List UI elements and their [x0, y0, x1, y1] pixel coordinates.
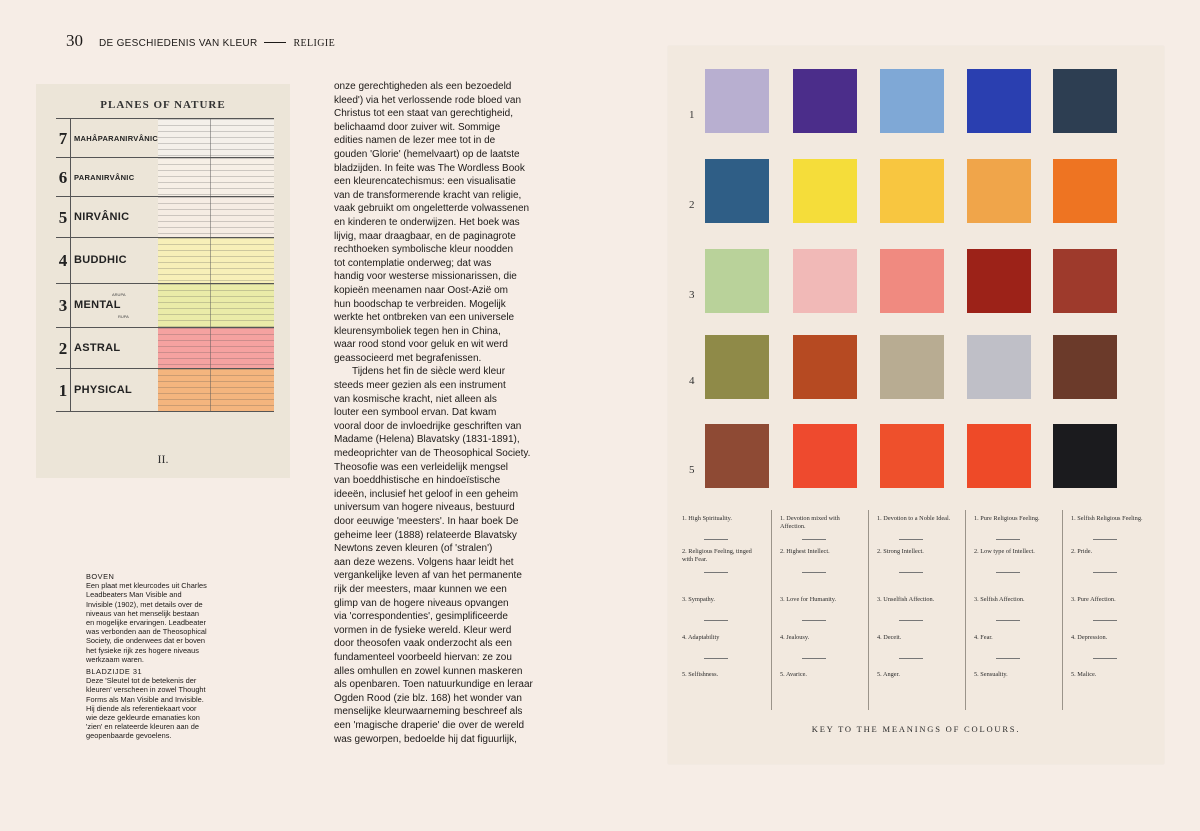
meaning-separator [802, 572, 826, 573]
plane-name: MAHÂPARANIRVÂNIC [74, 133, 159, 143]
body-line: belichaamd door zuiver wit. Sommige [334, 121, 501, 133]
meaning-separator [996, 572, 1020, 573]
caption-boven [86, 581, 256, 664]
meanings-column [674, 510, 771, 710]
caption-bladzijde-line: Deze 'Sleutel tot de betekenis der [86, 676, 197, 686]
captions [86, 572, 256, 741]
plane-name: PHYSICAL [74, 383, 133, 396]
meaning-separator [996, 620, 1020, 621]
body-line: aan deze wezens. Volgens haar leidt het [334, 556, 514, 568]
row-number: 5 [689, 464, 695, 476]
body-line: ideeën, inclusief het geloof in een geheim [334, 488, 519, 500]
body-text [334, 80, 568, 746]
planes-of-nature-plate [36, 84, 290, 478]
meaning-separator [899, 620, 923, 621]
colour-swatch [1053, 69, 1117, 133]
meaning-text: 5. Avarice. [780, 671, 807, 678]
body-line: rechthoeken symbolische kleur noodden [334, 244, 513, 256]
colour-swatch [1053, 424, 1117, 488]
plane-row [56, 196, 274, 238]
meaning-text: 1. Devotion mixed with Affection. [780, 515, 840, 530]
meaning-text: 1. High Spirituality. [682, 515, 732, 522]
colour-swatch [705, 249, 769, 313]
colour-swatch [880, 424, 944, 488]
colour-swatch [880, 335, 944, 399]
colour-swatch [705, 335, 769, 399]
meaning-text: 1. Selfish Religious Feeling. [1071, 515, 1143, 522]
running-header [66, 31, 335, 51]
plane-color-lines [158, 197, 274, 238]
row-number: 2 [689, 199, 695, 211]
body-line: steeds meer gezien als een instrument [334, 380, 506, 392]
body-line: gouden 'Glorie' (hemelvaart) op de laatste [334, 148, 520, 160]
body-line: vooral door de invloedrijke geschriften van [334, 420, 522, 432]
body-line: Theosofie was een verleidelijk mengsel [334, 461, 508, 473]
running-subtitle: RELIGIE [293, 38, 336, 49]
body-line: lijvig, maar draagbaar, en de paginagrote [334, 230, 516, 242]
caption-bladzijde-line: kleuren' verscheen in zowel Thought [86, 685, 206, 695]
colour-swatch [1053, 335, 1117, 399]
caption-label-boven: BOVEN [86, 572, 115, 581]
meaning-text: 5. Selfishness. [682, 671, 719, 678]
sub-label-arupa: ARUPA [112, 292, 126, 297]
plane-number: 1 [56, 369, 71, 412]
meaning-text: 4. Deceit. [877, 634, 902, 641]
row-number: 1 [689, 109, 695, 121]
meaning-separator [802, 620, 826, 621]
meaning-separator [899, 539, 923, 540]
plane-divider [210, 158, 211, 197]
plane-color-lines [158, 238, 274, 284]
meaning-separator [802, 539, 826, 540]
plane-number: 5 [56, 197, 71, 238]
meaning-separator [1093, 658, 1117, 659]
meanings-column [1062, 510, 1160, 710]
key-plate [668, 46, 1164, 764]
plane-divider [210, 328, 211, 369]
caption-bladzijde-line: Hij diende als referentiekaart voor [86, 703, 197, 713]
body-line: vormen in de fysieke wereld. Kleur werd [334, 624, 512, 636]
body-line: rijk der meesters, maar kunnen we een [334, 583, 507, 595]
meaning-separator [1093, 620, 1117, 621]
meaning-separator [1093, 572, 1117, 573]
plane-number: 6 [56, 158, 71, 197]
body-line: bladzijden. In feite was The Wordless Book [334, 162, 525, 174]
body-line: Newtons zeven kleuren (of 'stralen') [334, 543, 493, 555]
running-title: DE GESCHIEDENIS VAN KLEUR [99, 38, 258, 49]
meaning-text: 3. Pure Affection. [1071, 596, 1116, 603]
plane-divider [210, 369, 211, 412]
body-line: vergankelijke leven af van het permanente [334, 570, 522, 582]
meaning-text: 4. Adaptability [682, 634, 720, 641]
plane-row [56, 368, 274, 412]
body-line: glimp van de hogere niveaus opvangen [334, 597, 509, 609]
caption-bladzijde [86, 676, 256, 740]
body-line: Madame (Helena) Blavatsky (1831-1891), [334, 434, 520, 446]
caption-boven-line: was verbonden aan de Theosophical [86, 627, 207, 637]
plane-name: ASTRAL [74, 341, 121, 354]
plane-color-lines [158, 284, 274, 328]
caption-bladzijde-line: wie deze gekleurde emanaties kon [86, 713, 200, 723]
body-line: Ogden Rood (zie blz. 168) het wonder van [334, 692, 522, 704]
meaning-text: 3. Selfish Affection. [974, 596, 1025, 603]
body-line: hun boodschap te verbreiden. Mogelijk [334, 298, 506, 310]
plane-color-lines [158, 119, 274, 158]
plane-name: PARANIRVÂNIC [74, 172, 135, 182]
caption-boven-line: werkzaam waren. [86, 654, 144, 664]
colour-swatch [967, 159, 1031, 223]
caption-boven-line: en mogelijke ervaringen. Leadbeater [86, 618, 206, 628]
body-line: van boeddhistische en hindoeïstische [334, 475, 501, 487]
colour-swatch [705, 424, 769, 488]
colour-swatch [967, 424, 1031, 488]
caption-boven-line: Een plaat met kleurcodes uit Charles [86, 581, 207, 591]
body-line: Tijdens het fin de siècle werd kleur [352, 366, 506, 378]
plane-divider [210, 238, 211, 284]
meaning-text: 2. Strong Intellect. [877, 548, 924, 555]
meaning-text: 3. Unselfish Affection. [877, 596, 935, 603]
meaning-separator [899, 572, 923, 573]
plane-number: 4 [56, 238, 71, 284]
colour-swatch [880, 159, 944, 223]
body-line: werkte het ontbreken van een universele [334, 312, 515, 324]
plane-color-band [158, 119, 274, 158]
body-line: universum van hogere niveaus, bestuurd [334, 502, 515, 514]
body-line: een 'magische draperie' die over de wereld [334, 719, 525, 731]
caption-boven-line: niveaus van het menselijk bestaan [86, 608, 199, 618]
colour-swatch [1053, 159, 1117, 223]
colour-swatch [880, 249, 944, 313]
body-line: menselijke kleurwaarneming beschreef als [334, 706, 523, 718]
body-line: door theosofen vaak onderzocht als een [334, 638, 512, 650]
meaning-separator [704, 572, 728, 573]
plane-name: BUDDHIC [74, 254, 127, 266]
meanings-column [868, 510, 966, 710]
meaning-text: 2. Religious Feeling, tinged with Fear. [682, 548, 752, 563]
meaning-separator [996, 658, 1020, 659]
body-line: en kinderen te onderwijzen. Het boek was [334, 216, 520, 228]
meaning-text: 5. Sensuality. [974, 671, 1008, 678]
body-line: medeoprichter van de Theosophical Society. [334, 448, 531, 460]
colour-swatch [793, 159, 857, 223]
meaning-text: 4. Depression. [1071, 634, 1108, 641]
body-line: was geworpen, bedoelde hij dat figuurlijk, [334, 733, 517, 745]
plane-color-lines [158, 328, 274, 369]
colour-swatch [793, 69, 857, 133]
body-line: vaak gebruikt om ongeletterde volwassenen [334, 203, 530, 215]
colour-swatch [705, 159, 769, 223]
plate-title: PLANES OF NATURE [100, 99, 226, 111]
colour-swatch [1053, 249, 1117, 313]
plane-row [56, 118, 274, 158]
plane-row [56, 283, 274, 328]
body-paragraph-1 [334, 80, 568, 365]
body-line: geheime leer (1888) relateerde Blavatsky [334, 529, 517, 541]
body-line: handig voor westerse missionarissen, die [334, 271, 517, 283]
plane-color-band [158, 369, 274, 412]
plane-color-band [158, 158, 274, 197]
meaning-text: 2. Low type of Intellect. [974, 548, 1035, 555]
meaning-separator [1093, 539, 1117, 540]
colour-swatch [967, 249, 1031, 313]
colour-swatch [793, 424, 857, 488]
body-line: kopieën meenamen naar Oost-Azië om [334, 284, 508, 296]
body-line: Christus tot een staat van gerechtigheid, [334, 108, 513, 120]
body-line: geassocieerd met begrafenissen. [334, 352, 482, 364]
body-line: waar rood stond voor geluk en wit werd [334, 339, 508, 351]
meaning-text: 4. Fear. [974, 634, 993, 641]
meanings-grid [674, 510, 1158, 710]
body-line: als openbaren. Toen natuurkundige en leraar [334, 679, 533, 691]
meaning-separator [996, 539, 1020, 540]
plane-divider [210, 284, 211, 328]
colour-swatch [967, 335, 1031, 399]
caption-bladzijde-line: geopenbaarde gevoelens. [86, 731, 172, 741]
sub-label-rupa: RUPA [118, 314, 129, 319]
plane-color-lines [158, 158, 274, 197]
header-dash [264, 42, 286, 43]
colour-swatch [793, 335, 857, 399]
meanings-column [771, 510, 869, 710]
plane-row [56, 237, 274, 284]
body-line: kleed') via het verlossende rode bloed van [334, 94, 522, 106]
planes-table-bottom [56, 411, 274, 412]
caption-bladzijde-line: 'zien' en relateerde kleuren aan de [86, 722, 199, 732]
plane-color-lines [158, 369, 274, 412]
meaning-text: 2. Pride. [1071, 548, 1093, 555]
meaning-text: 2. Highest Intellect. [780, 548, 830, 555]
row-number: 4 [689, 375, 695, 387]
row-number: 3 [689, 289, 695, 301]
body-line: alles omhullen en zowel kunnen maskeren [334, 665, 523, 677]
meaning-text: 1. Devotion to a Noble Ideal. [877, 515, 951, 522]
plane-color-band [158, 197, 274, 238]
plane-number: 3 [56, 284, 71, 328]
meaning-separator [802, 658, 826, 659]
meaning-text: 5. Malice. [1071, 671, 1097, 678]
meaning-text: 3. Love for Humanity. [780, 596, 837, 603]
colour-swatch [705, 69, 769, 133]
meanings-column [965, 510, 1063, 710]
plane-row [56, 327, 274, 369]
meaning-separator [704, 620, 728, 621]
key-title: KEY TO THE MEANINGS OF COLOURS. [811, 724, 1021, 734]
meaning-text: 5. Anger. [877, 671, 900, 678]
body-line: via 'correspondenties', gesimplificeerde [334, 611, 508, 623]
plane-number: 7 [56, 119, 71, 158]
body-line: onze gerechtigheden als een bezoedeld [334, 81, 512, 92]
page-number: 30 [66, 31, 83, 50]
plane-name: MENTAL [74, 299, 121, 311]
caption-label-bladzijde: BLADZIJDE 31 [86, 667, 143, 677]
meaning-separator [899, 658, 923, 659]
caption-boven-line: het fysieke rijk zes hogere niveaus [86, 645, 199, 655]
caption-boven-line: Society, die onderwees dat er boven [86, 636, 206, 646]
caption-bladzijde-line: Forms als Man Visible and Invisible. [86, 694, 204, 704]
body-line: louter een symbool ervan. Dat kwam [334, 407, 497, 419]
body-line: fundamenteel voorbeeld hiervan: ze zou [334, 651, 512, 663]
colour-swatch [880, 69, 944, 133]
body-line: van kosmische kracht, niet alleen als [334, 393, 497, 405]
body-paragraph-2 [334, 365, 568, 746]
colour-swatch [967, 69, 1031, 133]
meaning-text: 1. Pure Religious Feeling. [974, 515, 1040, 522]
plane-color-band [158, 238, 274, 284]
caption-boven-line: Invisible (1902), met details over de [86, 599, 203, 609]
body-line: van de transformerende kracht van religie, [334, 189, 522, 201]
body-line: kleurensymboliek tegen hen in China, [334, 325, 501, 337]
plane-name: NIRVÂNIC [74, 210, 130, 223]
colour-swatch [793, 249, 857, 313]
meaning-text: 3. Sympathy. [682, 596, 715, 603]
meaning-separator [704, 658, 728, 659]
plate-footer: II. [157, 452, 169, 466]
caption-boven-line: Leadbeaters Man Visible and [86, 590, 182, 600]
body-line: een kleurencatechismus: een visualisatie [334, 176, 516, 188]
body-line: door eeuwige 'meesters'. In haar boek De [334, 516, 519, 527]
plane-divider [210, 119, 211, 158]
body-line: tot contemplatie onderweg; dat was [334, 257, 492, 269]
plane-row [56, 157, 274, 197]
plane-number: 2 [56, 328, 71, 369]
meaning-separator [704, 539, 728, 540]
meaning-text: 4. Jealousy. [780, 634, 810, 641]
plane-divider [210, 197, 211, 238]
plane-color-band [158, 284, 274, 328]
body-line: edities namen de lezer mee tot in de [334, 135, 496, 147]
plane-color-band [158, 328, 274, 369]
